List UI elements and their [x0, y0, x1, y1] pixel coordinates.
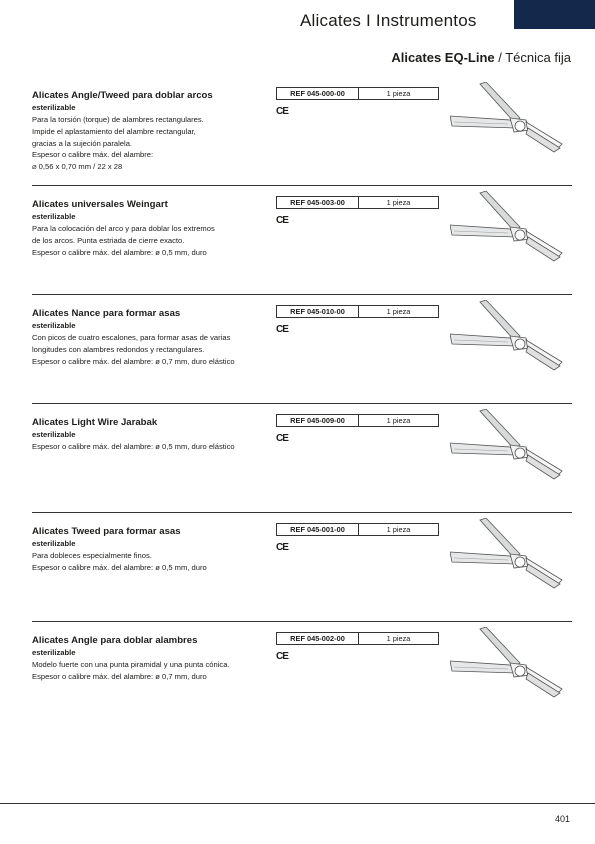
product-sterile-label: esterilizable	[32, 648, 76, 657]
description-line: Espesor o calibre máx. del alambre: ø 0,7 mm, duro	[32, 671, 207, 681]
ce-mark-icon: CE	[276, 433, 288, 444]
description-line: Para dobleces especialmente finos.	[32, 551, 152, 560]
description-line: Con picos de cuatro escalones, para formar asas de varias	[32, 333, 231, 342]
product-description	[32, 223, 262, 258]
reference-box	[276, 87, 439, 100]
quantity-label: 1 pieza	[386, 307, 411, 316]
section-divider	[32, 621, 572, 622]
reference-number: REF 045-002-00	[277, 633, 359, 644]
description-line: Espesor o calibre máx. del alambre: ø 0,5 mm, duro	[32, 562, 207, 572]
description-line: Impide el aplastamiento del alambre rectangular,	[32, 126, 196, 136]
product-sterile-label: esterilizable	[32, 103, 76, 112]
description-line: Espesor o calibre máx. del alambre:	[32, 150, 154, 160]
description-line: Espesor o calibre máx. del alambre: ø 0,5 mm, duro	[32, 247, 207, 257]
page-header-title: Alicates I Instrumentos	[300, 11, 477, 30]
product-sterile-label: esterilizable	[32, 321, 76, 330]
reference-number: REF 045-001-00	[277, 524, 359, 535]
product-description	[32, 114, 262, 173]
description-line: gracias a la sujeción paralela.	[32, 138, 133, 148]
product-sterile-label: esterilizable	[32, 212, 76, 221]
ce-mark-icon: CE	[276, 215, 288, 226]
reference-box	[276, 196, 439, 209]
section-divider	[32, 294, 572, 295]
product-name: Alicates Angle para doblar alambres	[32, 635, 198, 646]
product-description	[32, 659, 262, 683]
description-line: longitudes con alambres redondos y rectangulares.	[32, 344, 205, 354]
reference-box	[276, 305, 439, 318]
product-item	[32, 199, 572, 304]
reference-number: REF 045-010-00	[277, 306, 359, 317]
description-line: Para la colocación del arco y para doblar los extremos	[32, 224, 215, 233]
description-line: Espesor o calibre máx. del alambre: ø 0,5 mm, duro elástico	[32, 442, 235, 451]
ce-mark-icon: CE	[276, 542, 288, 553]
reference-box	[276, 632, 439, 645]
product-description	[32, 441, 262, 453]
product-item	[32, 635, 572, 740]
product-description	[32, 550, 262, 574]
description-line: de los arcos. Punta estriada de cierre exacto.	[32, 235, 185, 245]
description-line: ⌀ 0,56 x 0,70 mm / 22 x 28	[32, 162, 123, 172]
reference-box	[276, 523, 439, 536]
product-sterile-label: esterilizable	[32, 539, 76, 548]
quantity-label: 1 pieza	[386, 416, 411, 425]
quantity-label: 1 pieza	[386, 634, 411, 643]
section-subtitle	[391, 50, 571, 65]
reference-number: REF 045-003-00	[277, 197, 359, 208]
description-line: Modelo fuerte con una punta piramidal y una punta cónica.	[32, 660, 230, 669]
angle-pliers-icon	[450, 627, 568, 709]
weingart-pliers-icon	[450, 191, 568, 273]
page-number: 401	[554, 814, 570, 824]
section-divider	[32, 403, 572, 404]
section-divider	[32, 512, 572, 513]
reference-box	[276, 414, 439, 427]
tweed-loop-pliers-icon	[450, 518, 568, 600]
section-divider	[32, 185, 572, 186]
jarabak-pliers-icon	[450, 409, 568, 491]
brand-color-block	[514, 0, 595, 29]
quantity-label: 1 pieza	[386, 525, 411, 534]
description-line: Para la torsión (torque) de alambres rectangulares.	[32, 115, 204, 124]
product-item	[32, 417, 572, 522]
product-name: Alicates Nance para formar asas	[32, 308, 181, 319]
quantity-label: 1 pieza	[386, 198, 411, 207]
product-name: Alicates Light Wire Jarabak	[32, 417, 158, 428]
section-subtitle-rest: / Técnica fija	[494, 50, 571, 65]
angle-tweed-pliers-icon	[450, 82, 568, 164]
footer-rule	[0, 803, 595, 804]
reference-number: REF 045-000-00	[277, 88, 359, 99]
ce-mark-icon: CE	[276, 651, 288, 662]
ce-mark-icon: CE	[276, 324, 288, 335]
ce-mark-icon: CE	[276, 106, 288, 117]
product-name: Alicates universales Weingart	[32, 199, 168, 210]
product-item	[32, 308, 572, 413]
product-item	[32, 90, 572, 195]
product-name: Alicates Tweed para formar asas	[32, 526, 181, 537]
product-sterile-label: esterilizable	[32, 430, 76, 439]
reference-number: REF 045-009-00	[277, 415, 359, 426]
product-item	[32, 526, 572, 631]
product-name: Alicates Angle/Tweed para doblar arcos	[32, 90, 213, 101]
description-line: Espesor o calibre máx. del alambre: ø 0,7 mm, duro elástico	[32, 356, 235, 366]
nance-pliers-icon	[450, 300, 568, 382]
product-description	[32, 332, 262, 367]
quantity-label: 1 pieza	[386, 89, 411, 98]
section-subtitle-bold: Alicates EQ-Line	[391, 50, 495, 65]
